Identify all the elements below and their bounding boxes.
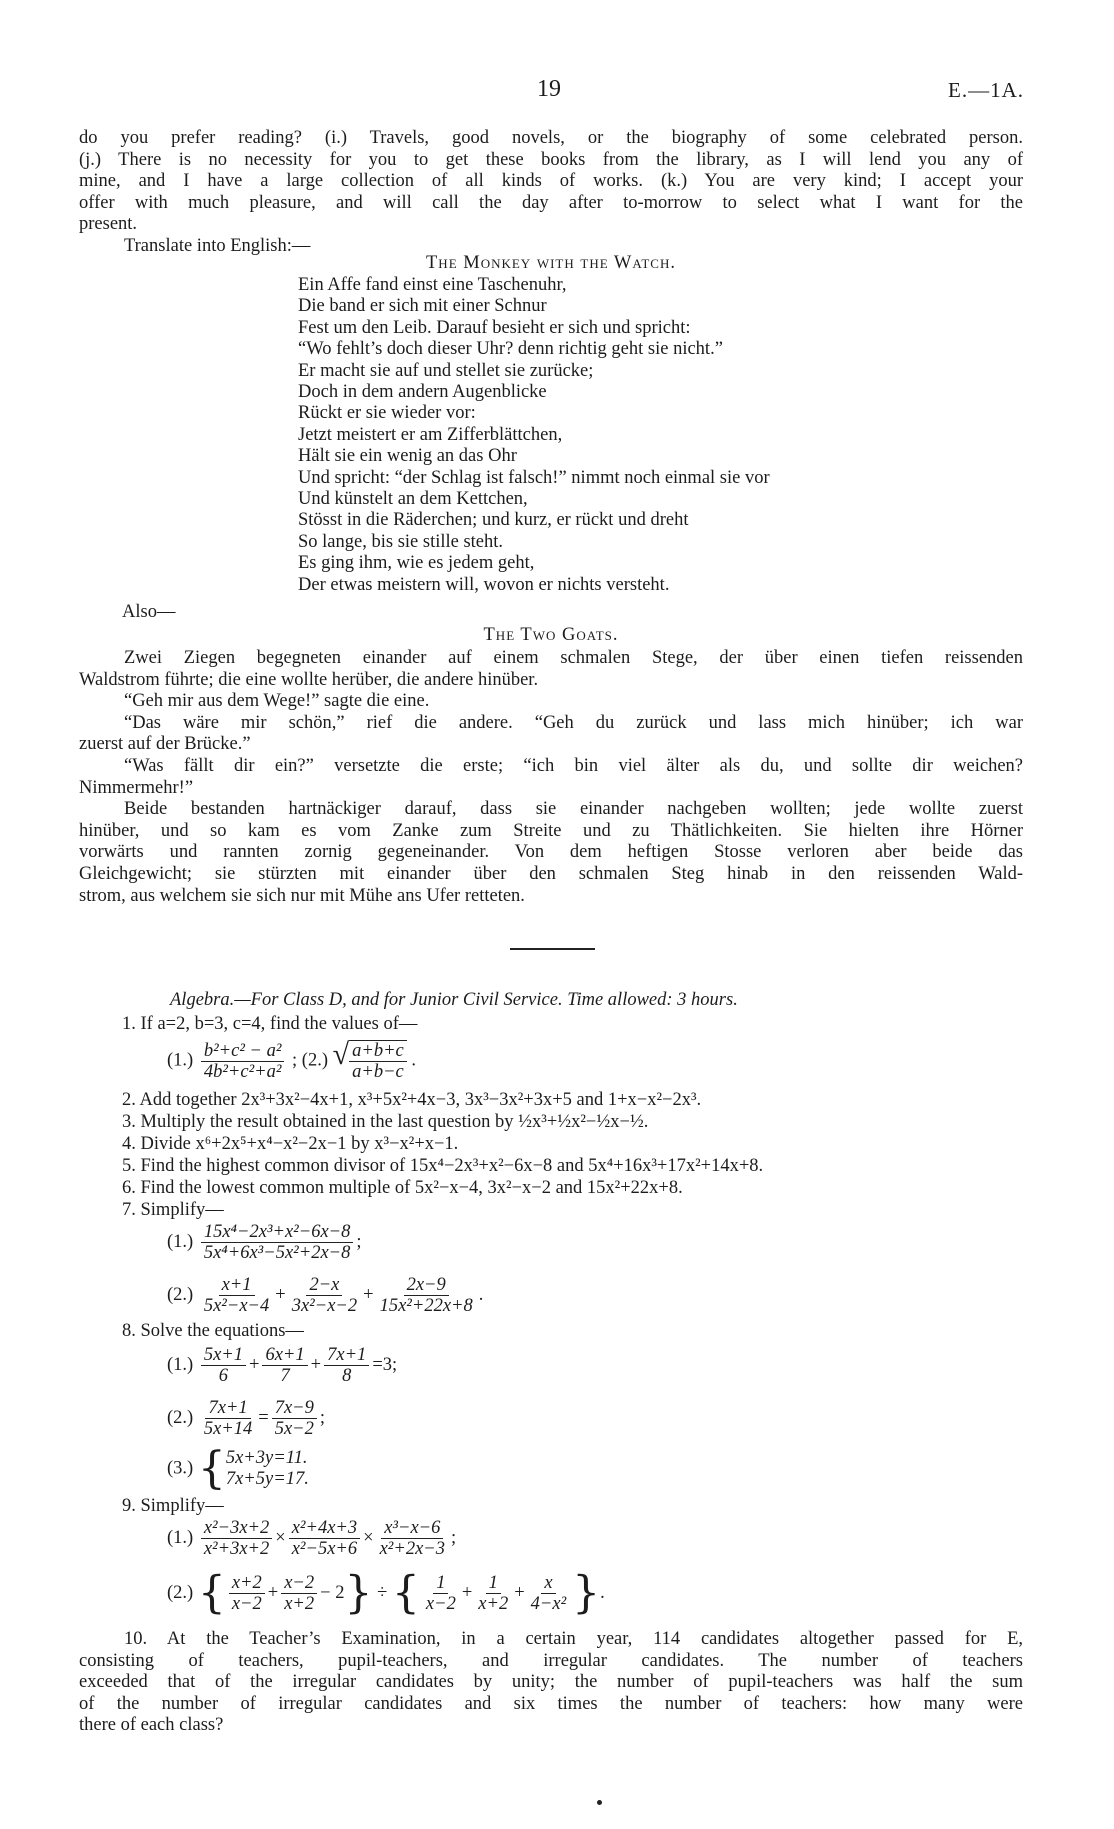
- question-3: 3. Multiply the result obtained in the last question by ½x³+½x²−½x−½.: [122, 1112, 649, 1132]
- poem-line: Der etwas meistern will, wovon er nichts versteht.: [298, 574, 670, 595]
- part-label: (1.): [167, 1231, 194, 1252]
- fraction: [201, 1345, 246, 1386]
- numerator: x: [541, 1573, 555, 1594]
- numerator: a+b+c: [349, 1041, 407, 1062]
- denominator: x²−5x+6: [291, 1539, 358, 1559]
- page-number: 19: [537, 76, 561, 102]
- fraction: [201, 1222, 354, 1263]
- poem-line: Und spricht: “der Schlag ist falsch!” nimmt noch einmal sie vor: [298, 467, 770, 488]
- part-label: (1.): [167, 1050, 194, 1071]
- denominator: x−2: [231, 1594, 262, 1614]
- poem-line: Stösst in die Räderchen; und kurz, er rückt und dreht: [298, 510, 689, 531]
- poem-line: Die band er sich mit einer Schnur: [298, 296, 547, 317]
- operator: ×: [275, 1527, 286, 1548]
- radical-sign-icon: √: [332, 1038, 350, 1071]
- poem-line: So lange, bis sie stille steht.: [298, 531, 504, 552]
- equation-line: 7x+5y=17.: [225, 1469, 309, 1489]
- punctuation: ;: [451, 1527, 457, 1548]
- poem-line: Es ging ihm, wie es jedem geht,: [298, 553, 535, 574]
- poem-line: “Wo fehlt’s doch dieser Uhr? denn richtig geht sie nicht.”: [298, 339, 723, 360]
- denominator: x+2: [284, 1594, 315, 1614]
- poem-line: Und künstelt an dem Kettchen,: [298, 489, 528, 510]
- operator: ÷: [377, 1582, 388, 1603]
- numerator: x+2: [229, 1573, 265, 1594]
- part-label: (1.): [167, 1354, 194, 1375]
- punctuation: ;: [319, 1407, 326, 1428]
- poem-title: The Monkey with the Watch.: [426, 253, 676, 273]
- question-10-line: 10. At the Teacher’s Examination, in a certain year, 114 candidates altogether passed for E,: [124, 1629, 1023, 1649]
- fraction: [289, 1518, 360, 1559]
- denominator: 15x²+22x+8: [379, 1296, 473, 1316]
- left-brace-icon: {: [197, 1567, 226, 1619]
- denominator: 5x²−x−4: [203, 1296, 270, 1316]
- left-brace-icon: {: [391, 1567, 420, 1619]
- equation-system: [226, 1448, 309, 1490]
- fraction: [528, 1573, 570, 1614]
- poem: [298, 275, 770, 596]
- poem-line: Er macht sie auf und stellet sie zurücke;: [298, 360, 594, 381]
- denominator: x²+2x−3: [379, 1539, 446, 1559]
- goats-line: hinüber, und so kam es vom Zanke zum Streite und zu Thätlichkeiten. Sie hielten ihre Hörner: [79, 820, 1023, 841]
- goats-line: Zwei Ziegen begegneten einander auf einem schmalen Stege, der über einen tiefen reissenden: [124, 648, 1023, 668]
- right-brace-icon: }: [344, 1567, 373, 1619]
- fraction: [201, 1275, 272, 1316]
- numerator: x²+4x+3: [289, 1518, 360, 1539]
- numerator: 2−x: [306, 1275, 342, 1296]
- punctuation: .: [411, 1050, 417, 1071]
- goats-line: “Das wäre mir schön,” rief die andere. “Geh du zurück und lass mich hinüber; ich war: [124, 712, 1023, 733]
- denominator: 5x⁴+6x³−5x²+2x−8: [203, 1243, 351, 1263]
- question-9-part-2: (2.) { $\frac{x+2}{x-2}$ + $\frac{x-2}{x+2}$ − 2} ÷ { $\frac{1}{x-2}$ + $\frac{1}{x+2}$ + $\frac{x}{\text{4−x²}}$ }.: [167, 1567, 605, 1619]
- question-8: 8. Solve the equations—: [122, 1321, 304, 1341]
- fraction: [281, 1573, 317, 1614]
- operator: =: [258, 1407, 269, 1428]
- numerator: 5x+1: [201, 1345, 246, 1366]
- numerator: x³−x−6: [381, 1518, 443, 1539]
- equation-result: =3;: [372, 1354, 398, 1375]
- numerator: b²+c² − a²: [201, 1041, 285, 1062]
- goats-line: strom, aus welchem sie sich nur mit Mühe ans Ufer retteten.: [79, 885, 525, 906]
- operator: +: [275, 1284, 286, 1305]
- fraction: [377, 1518, 448, 1559]
- poem-line: Ein Affe fand einst eine Taschenuhr,: [298, 275, 567, 295]
- intro-line: offer with much pleasure, and will call the day after to-morrow to select what I want for the: [79, 192, 1023, 213]
- denominator: x+2: [478, 1594, 509, 1614]
- denominator: a+b−c: [352, 1062, 404, 1082]
- fraction: [423, 1573, 459, 1614]
- fraction: [324, 1345, 369, 1386]
- numerator: 1: [486, 1573, 501, 1594]
- numerator: 1: [433, 1573, 448, 1594]
- punctuation: ;: [356, 1231, 362, 1252]
- denominator: 5x+14: [203, 1419, 253, 1439]
- algebra-heading: Algebra.—For Class D, and for Junior Civil Service. Time allowed: 3 hours.: [170, 990, 738, 1010]
- goats-line: “Geh mir aus dem Wege!” sagte die eine.: [124, 691, 430, 712]
- numerator: x+1: [219, 1275, 255, 1296]
- right-brace-icon: }: [572, 1567, 601, 1619]
- part-label: (2.): [167, 1407, 194, 1428]
- question-8-part-3: [167, 1443, 309, 1494]
- operator: ×: [363, 1527, 374, 1548]
- part-label: (2.): [167, 1582, 194, 1603]
- intro-line: present.: [79, 214, 138, 235]
- numerator: 15x⁴−2x³+x²−6x−8: [201, 1222, 354, 1243]
- fraction: [201, 1041, 285, 1082]
- denominator: 5x−2: [274, 1419, 314, 1439]
- numerator: x²−3x+2: [201, 1518, 272, 1539]
- left-brace-icon: {: [197, 1443, 226, 1494]
- numerator: 6x+1: [262, 1345, 307, 1366]
- goats-title: The Two Goats.: [483, 625, 619, 645]
- also-label: Also—: [122, 602, 176, 622]
- question-4: 4. Divide x⁶+2x⁵+x⁴−x²−2x−1 by x³−x²+x−1.: [122, 1134, 459, 1154]
- question-7-part-1: [167, 1222, 362, 1263]
- operator: − 2: [320, 1582, 345, 1603]
- poem-line: Hält sie ein wenig an das Ohr: [298, 446, 517, 467]
- fraction: [201, 1398, 255, 1439]
- denominator: 7: [280, 1366, 290, 1386]
- punctuation: .: [600, 1582, 605, 1603]
- question-10-line: exceeded that of the irregular candidates by unity; the number of pupil-teachers was half the sum: [79, 1672, 1023, 1693]
- goats-line: vorwärts und rannten zornig gegeneinander. Von dem heftigen Stosse verloren aber beide das: [79, 842, 1023, 863]
- denominator: x−2: [425, 1594, 456, 1614]
- question-6: 6. Find the lowest common multiple of 5x²−x−4, 3x²−x−2 and 15x²+22x+8.: [122, 1178, 683, 1198]
- intro-line: (j.) There is no necessity for you to get these books from the library, as I will lend you any of: [79, 149, 1023, 170]
- question-9: 9. Simplify—: [122, 1496, 224, 1516]
- question-9-part-1: [167, 1518, 456, 1559]
- intro-line: mine, and I have a large collection of all kinds of works. (k.) You are very kind; I accept your: [79, 171, 1023, 192]
- question-10: [79, 1629, 1023, 1737]
- square-root: [333, 1040, 407, 1082]
- intro-paragraph: [79, 128, 1023, 258]
- numerator: 7x−9: [272, 1398, 317, 1419]
- numerator: 7x+1: [205, 1398, 250, 1419]
- operator: +: [363, 1284, 374, 1305]
- part-label: (3.): [167, 1458, 194, 1479]
- question-1-parts: [167, 1040, 416, 1082]
- fraction: [289, 1275, 360, 1316]
- numerator: 7x+1: [324, 1345, 369, 1366]
- poem-line: Jetzt meistert er am Zifferblättchen,: [298, 424, 563, 445]
- denominator: x²+3x+2: [203, 1539, 270, 1559]
- translate-instruction: Translate into English:—: [124, 235, 311, 256]
- fraction: [475, 1573, 511, 1614]
- numerator: 2x−9: [404, 1275, 449, 1296]
- part-label: (1.): [167, 1527, 194, 1548]
- fraction: [229, 1573, 265, 1614]
- denominator: 4−x²: [530, 1594, 567, 1614]
- question-7: 7. Simplify—: [122, 1200, 224, 1220]
- goats-line: Gleichgewicht; sie stürzten mit einander über den schmalen Steg hinab in den reissenden Wald-: [79, 863, 1023, 884]
- question-10-line: there of each class?: [79, 1715, 224, 1736]
- question-8-part-2: [167, 1398, 325, 1439]
- numerator: x−2: [281, 1573, 317, 1594]
- page-mark: [597, 1800, 602, 1805]
- section-divider: [510, 948, 595, 950]
- question-2: 2. Add together 2x³+3x²−4x+1, x³+5x²+4x−3, 3x³−3x²+3x+5 and 1+x−x²−2x³.: [122, 1090, 702, 1110]
- goats-line: “Was fällt dir ein?” versetzte die erste; “ich bin viel älter als du, und sollte dir weichen?: [124, 755, 1023, 776]
- document-code: E.—1A.: [948, 78, 1024, 102]
- poem-line: Doch in dem andern Augenblicke: [298, 382, 547, 403]
- denominator: 6: [218, 1366, 229, 1386]
- goats-line: Beide bestanden hartnäckiger darauf, dass sie einander nachgeben wollten; jede wollte zuerst: [124, 799, 1023, 820]
- part-label: ; (2.): [292, 1050, 328, 1071]
- goats-line: zuerst auf der Brücke.”: [79, 734, 251, 755]
- goats-line: Nimmermehr!”: [79, 777, 194, 798]
- question-5: 5. Find the highest common divisor of 15x⁴−2x³+x²−6x−8 and 5x⁴+16x³+17x²+14x+8.: [122, 1156, 764, 1176]
- question-8-part-1: (1.) $\frac{5x+1}{6}$ + $\frac{6x+1}{7}$ + $\frac{7x+1}{8}$ =3;: [167, 1345, 398, 1386]
- punctuation: .: [478, 1284, 484, 1305]
- goats-line: Waldstrom führte; die eine wollte herüber, die andere hinüber.: [79, 669, 539, 690]
- intro-line: do you prefer reading? (i.) Travels, good novels, or the biography of some celebrated person.: [79, 128, 1023, 148]
- denominator: 3x²−x−2: [291, 1296, 358, 1316]
- part-label: (2.): [167, 1284, 194, 1305]
- poem-line: Fest um den Leib. Darauf besieht er sich und spricht:: [298, 317, 691, 338]
- denominator: 4b²+c²+a²: [203, 1061, 282, 1082]
- question-10-line: consisting of teachers, pupil-teachers, and irregular candidates. The number of teachers: [79, 1650, 1023, 1671]
- fraction: [201, 1518, 272, 1559]
- question-1: 1. If a=2, b=3, c=4, find the values of—: [122, 1014, 418, 1034]
- question-10-line: of the number of irregular candidates and six times the number of teachers: how many were: [79, 1693, 1023, 1714]
- radicand: [349, 1040, 407, 1082]
- equation-line: 5x+3y=11.: [225, 1448, 308, 1468]
- goats-story: [79, 648, 1023, 907]
- fraction: [377, 1275, 476, 1316]
- question-7-part-2: [167, 1275, 483, 1316]
- denominator: 8: [342, 1366, 352, 1386]
- fraction: [272, 1398, 317, 1439]
- poem-line: Rückt er sie wieder vor:: [298, 403, 476, 424]
- fraction: [262, 1345, 307, 1386]
